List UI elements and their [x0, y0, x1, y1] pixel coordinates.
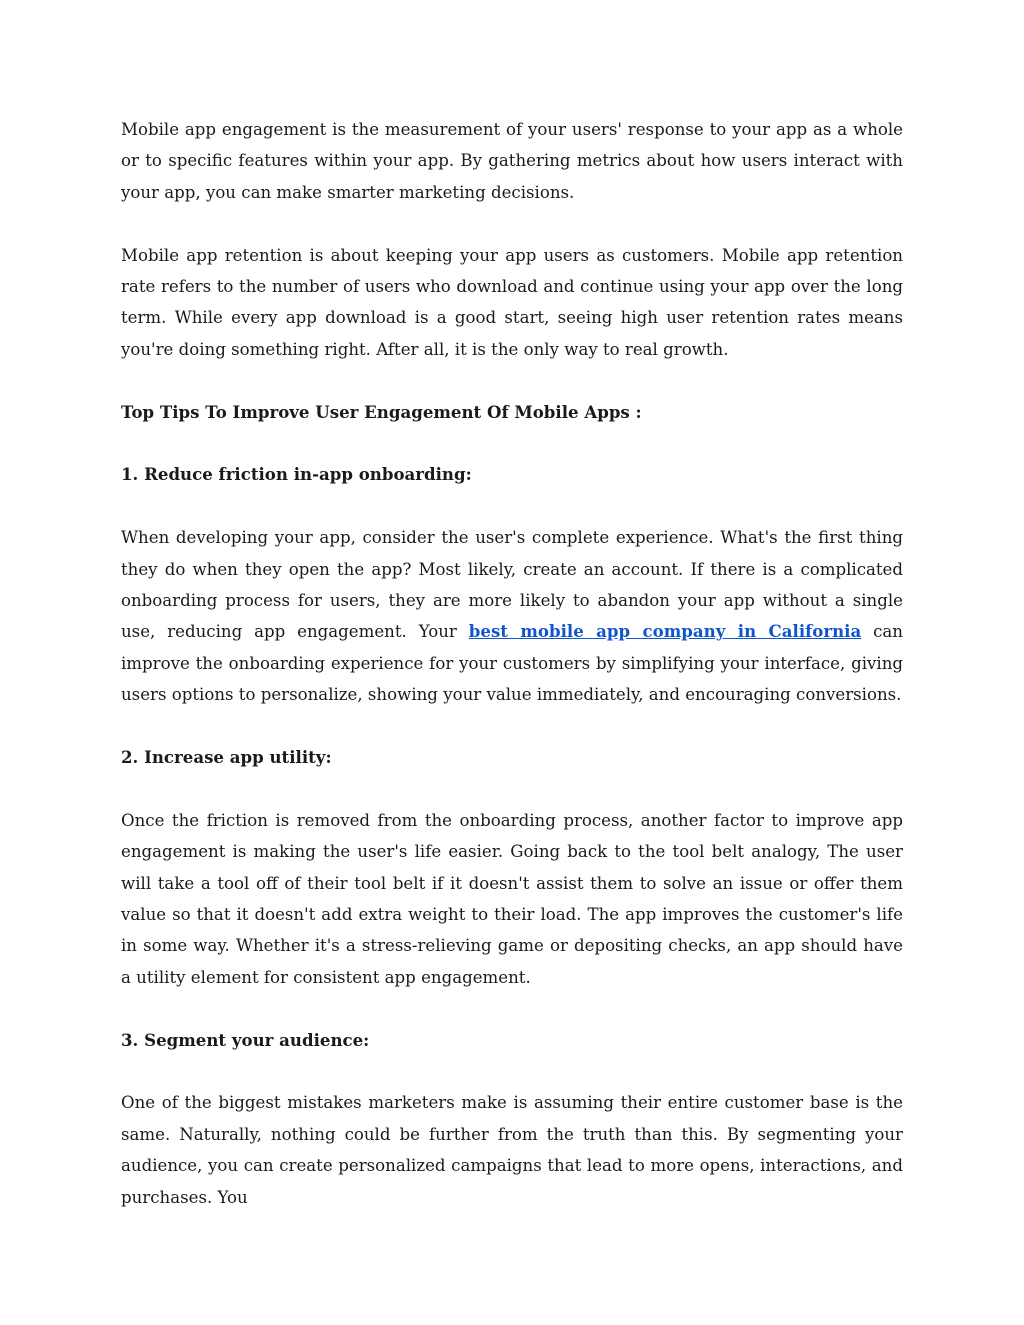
document-page	[121, 114, 903, 1213]
intro-paragraph-engagement: Mobile app engagement is the measurement of your users' response to your app as a whole or to specific features within your app. By gathering metrics about how users interact with your app, you can make smarter marketing decisions.	[121, 120, 903, 202]
section-body-utility: Once the friction is removed from the onboarding process, another factor to improve app engagement is making the user's life easier. Going back to the tool belt analogy, The user will take a tool off of their tool belt if it doesn't assist them to solve an issue or offer them value so that it doesn't add extra weight to their load. The app improves the customer's life in some way. Whether it's a stress-relieving game or depositing checks, an app should have a utility element for consistent app engagement.	[121, 810, 903, 987]
intro-paragraph-retention: Mobile app retention is about keeping your app users as customers. Mobile app retention rate refers to the number of users who download and continue using your app over the long term. While every app download is a good start, seeing high user retention rates means you're doing something right. After all, it is the only way to real growth.	[121, 245, 903, 359]
section-heading-segment: 3. Segment your audience:	[121, 1029, 370, 1050]
section-body-segment: One of the biggest mistakes marketers make is assuming their entire customer base is the same. Naturally, nothing could be further from the truth than this. By segmenting your audience, you can create personalized campaigns that lead to more opens, interactions, and purchases. You	[121, 1093, 903, 1207]
section-heading-onboarding: 1. Reduce friction in-app onboarding:	[121, 464, 472, 485]
section-body-onboarding	[121, 522, 903, 710]
best-mobile-app-company-link[interactable]: best mobile app company in California	[468, 621, 862, 642]
section-body-onboarding-after-link: can improve the onboarding experience for your customers by simplifying your interface, giving users options to personalize, showing your value immediately, and encouraging conversions.	[121, 622, 903, 705]
section-body-onboarding-before-link: When developing your app, consider the user's complete experience. What's the first thing they do when they open the app? Most likely, create an account. If there is a complicated onboarding process for users, they are more likely to abandon your app without a single use, reducing app engagement. Your	[121, 528, 903, 642]
main-heading: Top Tips To Improve User Engagement Of Mobile Apps :	[121, 401, 642, 422]
section-heading-utility: 2. Increase app utility:	[121, 747, 332, 768]
